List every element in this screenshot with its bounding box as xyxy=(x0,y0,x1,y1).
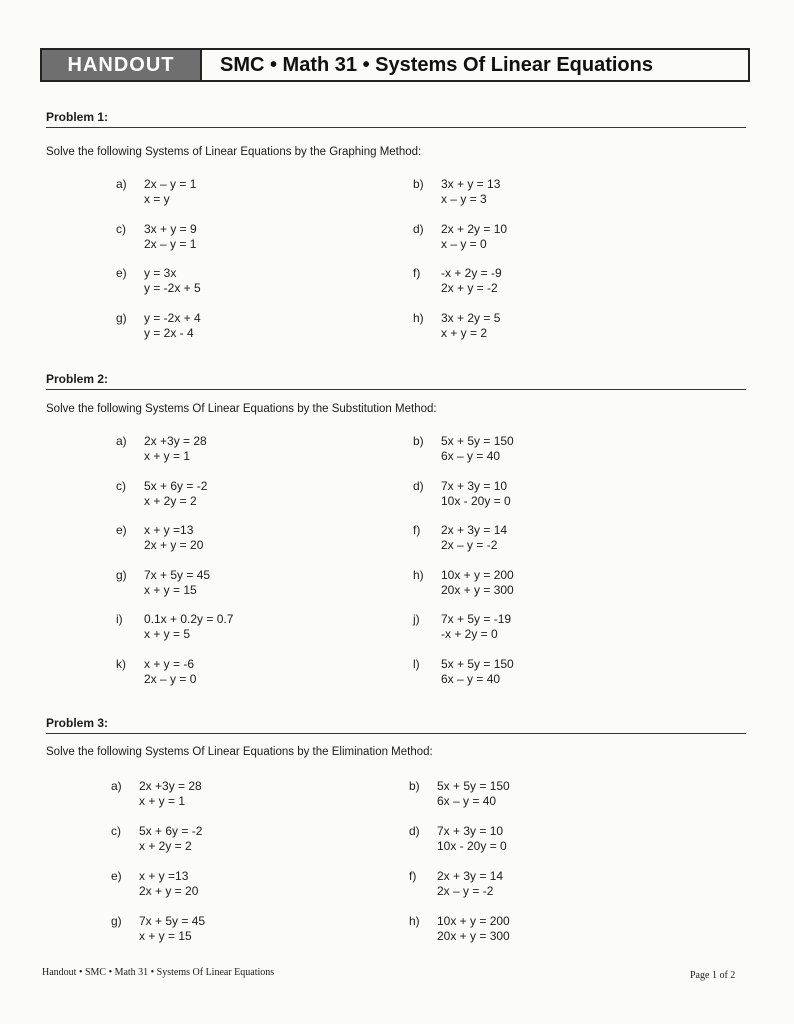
equation-2: 2x – y = 0 xyxy=(144,671,197,686)
equation-system-item xyxy=(111,824,202,854)
equation-2: y = 2x - 4 xyxy=(144,325,194,340)
problem-instruction: Solve the following Systems of Linear Equations by the Graphing Method: xyxy=(46,146,422,158)
equation-2: 2x + y = -2 xyxy=(441,281,498,295)
equation-1: 3x + y = 13 xyxy=(441,177,501,191)
equation-pair xyxy=(144,657,196,687)
item-label: j) xyxy=(413,612,420,626)
equation-2: x + y = 1 xyxy=(139,794,186,808)
problem-title: Problem 3: xyxy=(46,716,746,734)
equation-1: 2x +3y = 28 xyxy=(144,434,207,448)
equation-system-item xyxy=(116,311,201,341)
item-label: k) xyxy=(116,656,126,671)
footer-title: Handout • SMC • Math 31 • Systems Of Linear Equations xyxy=(42,967,275,978)
equation-2: x + y = 15 xyxy=(139,929,192,943)
equation-2: x + 2y = 2 xyxy=(139,839,192,853)
equation-pair xyxy=(139,779,202,809)
equation-pair xyxy=(139,869,198,899)
item-label: b) xyxy=(413,434,424,448)
equation-2: x + y = 2 xyxy=(441,325,488,340)
equation-1: 3x + 2y = 5 xyxy=(441,310,501,325)
equation-1: 2x + 3y = 14 xyxy=(437,869,504,883)
equation-1: 0.1x + 0.2y = 0.7 xyxy=(144,612,234,626)
equation-pair xyxy=(441,222,507,252)
problem-instruction: Solve the following Systems Of Linear Equations by the Substitution Method: xyxy=(46,403,437,415)
equation-1: 10x + y = 200 xyxy=(437,914,510,928)
equation-1: y = 3x xyxy=(144,266,177,280)
equation-pair xyxy=(437,914,510,944)
item-label: e) xyxy=(116,266,127,280)
equation-system-item xyxy=(413,479,511,509)
equation-system-item xyxy=(409,869,503,899)
equation-pair xyxy=(144,177,196,207)
equation-system-item xyxy=(409,779,510,809)
item-label: f) xyxy=(413,266,421,280)
equation-system-item xyxy=(116,479,207,509)
equation-system-item xyxy=(409,824,507,854)
equation-pair xyxy=(437,779,510,809)
item-label: e) xyxy=(111,869,122,883)
equation-2: 10x - 20y = 0 xyxy=(437,839,507,853)
item-label: g) xyxy=(111,914,122,928)
equation-pair xyxy=(441,568,514,598)
equation-2: 2x + y = 20 xyxy=(144,538,204,552)
equation-2: x = y xyxy=(144,192,170,206)
item-label: c) xyxy=(116,478,126,493)
equation-system-item xyxy=(111,779,202,809)
equation-pair xyxy=(441,177,500,207)
item-label: a) xyxy=(111,779,122,793)
equation-pair xyxy=(144,568,210,598)
item-label: h) xyxy=(409,914,420,928)
equation-1: 7x + 3y = 10 xyxy=(441,478,508,493)
equation-pair xyxy=(441,479,511,509)
equation-pair xyxy=(144,479,207,509)
equation-1: 7x + 5y = -19 xyxy=(441,612,512,626)
equation-pair xyxy=(437,869,503,899)
equation-2: 6x – y = 40 xyxy=(441,671,501,686)
equation-system-item xyxy=(111,869,198,899)
handout-header xyxy=(40,48,750,82)
item-label: c) xyxy=(116,221,126,236)
equation-2: x + y = 5 xyxy=(144,627,191,641)
equation-2: x – y = 3 xyxy=(441,192,487,206)
equation-2: 20x + y = 300 xyxy=(437,929,510,943)
item-label: c) xyxy=(111,824,121,838)
equation-system-item xyxy=(116,266,201,296)
item-label: h) xyxy=(413,567,424,582)
equation-2: -x + 2y = 0 xyxy=(441,627,498,641)
equation-system-item xyxy=(413,523,507,553)
item-label: h) xyxy=(413,310,424,325)
equation-2: 2x – y = 1 xyxy=(144,236,197,251)
equation-pair xyxy=(437,824,507,854)
equation-2: x – y = 0 xyxy=(441,236,487,251)
equation-system-item xyxy=(413,657,514,687)
equation-1: 2x +3y = 28 xyxy=(139,779,202,793)
equation-1: 7x + 5y = 45 xyxy=(144,567,211,582)
equation-system-item xyxy=(116,523,203,553)
equation-1: 2x + 2y = 10 xyxy=(441,221,508,236)
equation-system-item xyxy=(413,568,514,598)
problem-instruction: Solve the following Systems Of Linear Equations by the Elimination Method: xyxy=(46,746,433,758)
handout-title: SMC • Math 31 • Systems Of Linear Equations xyxy=(220,53,653,76)
equation-system-item xyxy=(409,914,510,944)
equation-system-item xyxy=(413,177,500,207)
equation-1: 10x + y = 200 xyxy=(441,567,514,582)
equation-2: x + y = 15 xyxy=(144,582,197,597)
problem-title: Problem 1: xyxy=(46,110,746,128)
equation-2: y = -2x + 5 xyxy=(144,281,201,295)
item-label: i) xyxy=(116,612,123,626)
equation-2: 20x + y = 300 xyxy=(441,582,514,597)
equation-pair xyxy=(144,222,197,252)
equation-pair xyxy=(441,311,500,341)
equation-pair xyxy=(144,612,233,642)
item-label: l) xyxy=(413,656,420,671)
equation-1: 5x + 5y = 150 xyxy=(437,779,510,793)
equation-system-item xyxy=(413,266,502,296)
item-label: f) xyxy=(409,869,417,883)
equation-2: 10x - 20y = 0 xyxy=(441,493,511,508)
item-label: e) xyxy=(116,523,127,537)
equation-pair xyxy=(441,266,502,296)
item-label: g) xyxy=(116,567,127,582)
equation-pair xyxy=(441,657,514,687)
equation-system-item xyxy=(111,914,205,944)
item-label: f) xyxy=(413,523,421,537)
equation-pair xyxy=(144,434,207,464)
equation-system-item xyxy=(413,311,500,341)
equation-1: 5x + 5y = 150 xyxy=(441,656,514,671)
equation-1: 3x + y = 9 xyxy=(144,221,197,236)
equation-1: 5x + 6y = -2 xyxy=(144,478,208,493)
equation-1: x + y = -6 xyxy=(144,656,195,671)
item-label: a) xyxy=(116,177,127,191)
equation-1: 7x + 5y = 45 xyxy=(139,914,206,928)
equation-pair xyxy=(139,824,202,854)
equation-system-item xyxy=(413,222,507,252)
equation-pair xyxy=(144,266,201,296)
equation-2: 2x + y = 20 xyxy=(139,884,199,898)
equation-pair xyxy=(441,612,511,642)
equation-2: 6x – y = 40 xyxy=(441,449,501,463)
equation-1: -x + 2y = -9 xyxy=(441,266,502,280)
equation-2: x + 2y = 2 xyxy=(144,493,197,508)
item-label: b) xyxy=(409,779,420,793)
equation-1: 5x + 5y = 150 xyxy=(441,434,514,448)
equation-system-item xyxy=(116,222,197,252)
equation-1: x + y =13 xyxy=(139,869,189,883)
equation-2: 2x – y = -2 xyxy=(441,538,498,552)
handout-tag: HANDOUT xyxy=(42,50,202,80)
item-label: d) xyxy=(409,824,420,838)
item-label: d) xyxy=(413,478,424,493)
equation-2: 2x – y = -2 xyxy=(437,884,494,898)
equation-system-item xyxy=(116,612,233,642)
equation-1: y = -2x + 4 xyxy=(144,310,201,325)
equation-pair xyxy=(144,311,201,341)
equation-1: 5x + 6y = -2 xyxy=(139,824,203,838)
page-number: Page 1 of 2 xyxy=(690,970,736,981)
equation-1: 7x + 3y = 10 xyxy=(437,824,504,838)
equation-1: x + y =13 xyxy=(144,523,194,537)
equation-pair xyxy=(441,523,507,553)
equation-1: 2x + 3y = 14 xyxy=(441,523,508,537)
item-label: a) xyxy=(116,434,127,448)
equation-2: 6x – y = 40 xyxy=(437,794,497,808)
equation-system-item xyxy=(116,434,207,464)
equation-system-item xyxy=(116,177,196,207)
equation-pair xyxy=(441,434,514,464)
item-label: g) xyxy=(116,310,127,325)
problem-title: Problem 2: xyxy=(46,372,746,390)
equation-system-item xyxy=(116,568,210,598)
equation-system-item xyxy=(116,657,196,687)
equation-pair xyxy=(139,914,205,944)
equation-pair xyxy=(144,523,203,553)
item-label: d) xyxy=(413,221,424,236)
equation-2: x + y = 1 xyxy=(144,449,191,463)
equation-system-item xyxy=(413,612,511,642)
item-label: b) xyxy=(413,177,424,191)
equation-1: 2x – y = 1 xyxy=(144,177,197,191)
equation-system-item xyxy=(413,434,514,464)
